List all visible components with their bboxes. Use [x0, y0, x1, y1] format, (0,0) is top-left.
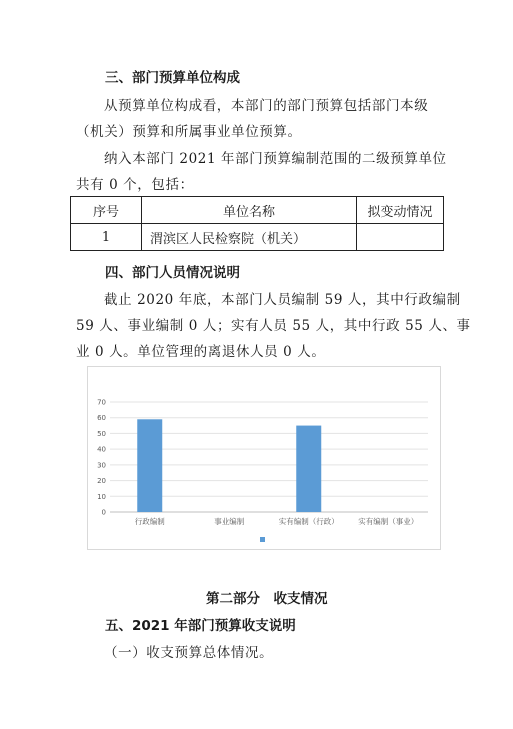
section-3-para2-line1: 纳入本部门 2021 年部门预算编制范围的二级预算单位 — [104, 151, 447, 167]
cell-unit-name: 渭滨区人民检察院（机关） — [142, 224, 357, 251]
y-tick-label: 20 — [97, 477, 106, 486]
table-row — [71, 224, 444, 251]
y-tick-label: 40 — [97, 445, 106, 454]
section-3-para2-line2: 共有 0 个，包括： — [76, 177, 194, 193]
budget-unit-table — [70, 196, 444, 251]
section-4-heading: 四、部门人员情况说明 — [105, 265, 240, 281]
chart-canvas — [88, 367, 440, 549]
cell-seq: 1 — [71, 224, 142, 251]
x-tick-label: 实有编制（事业） — [358, 517, 419, 526]
y-tick-label: 60 — [97, 414, 106, 423]
col-header-change: 拟变动情况 — [357, 197, 444, 224]
legend-swatch — [260, 537, 265, 542]
col-header-seq: 序号 — [71, 197, 142, 224]
section-4-line3: 业 0 人。单位管理的离退休人员 0 人。 — [76, 344, 326, 360]
y-tick-label: 0 — [101, 508, 106, 517]
staffing-bar-chart — [87, 366, 441, 550]
part-2-title: 第二部分 收支情况 — [206, 591, 328, 607]
section-3-heading: 三、部门预算单位构成 — [105, 70, 240, 86]
section-4-line1: 截止 2020 年底，本部门人员编制 59 人，其中行政编制 — [104, 292, 461, 308]
y-tick-label: 50 — [97, 429, 106, 438]
y-tick-label: 10 — [97, 492, 106, 501]
table-header-row — [71, 197, 444, 224]
x-tick-label: 行政编制 — [134, 517, 165, 526]
x-tick-label: 实有编制（行政） — [278, 517, 339, 526]
x-tick-label: 事业编制 — [214, 517, 245, 526]
section-3-para1-line2: （机关）预算和所属事业单位预算。 — [76, 124, 302, 140]
col-header-unit-name: 单位名称 — [142, 197, 357, 224]
section-5-heading: 五、2021 年部门预算收支说明 — [105, 618, 296, 634]
y-tick-label: 70 — [97, 398, 106, 407]
section-3-para1-line1: 从预算单位构成看，本部门的部门预算包括部门本级 — [104, 98, 429, 114]
bar — [137, 419, 162, 512]
y-tick-label: 30 — [97, 461, 106, 470]
section-4-line2: 59 人、事业编制 0 人；实有人员 55 人，其中行政 55 人、事 — [76, 318, 471, 334]
section-5-sub1: （一）收支预算总体情况。 — [104, 645, 274, 661]
cell-change — [357, 224, 444, 251]
bar — [296, 426, 321, 512]
